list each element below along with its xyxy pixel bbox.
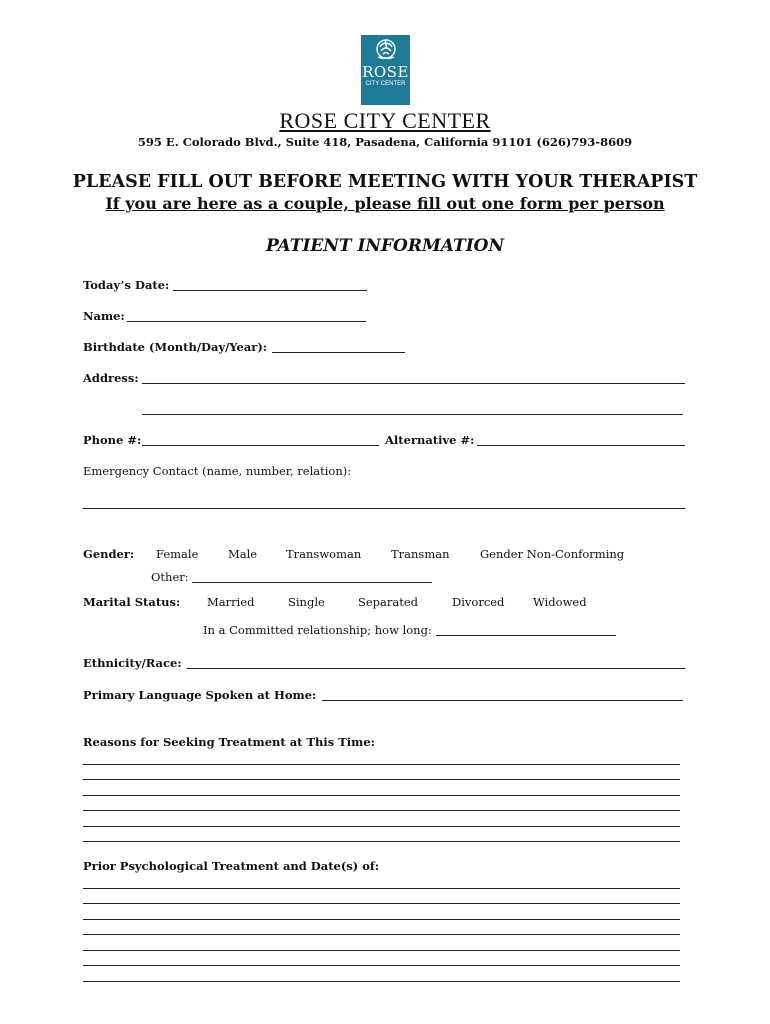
todays-date-label: Today’s Date: [83, 278, 170, 292]
primary-language-field[interactable] [322, 700, 683, 701]
marital-option-single[interactable]: Single [288, 595, 325, 609]
prior-treatment-line-6[interactable] [83, 965, 680, 966]
rose-city-center-logo [361, 35, 410, 105]
name-label: Name: [83, 309, 125, 323]
instruction-heading: PLEASE FILL OUT BEFORE MEETING WITH YOUR THERAPIST [72, 172, 698, 192]
organization-name: ROSE CITY CENTER [279, 108, 491, 133]
phone-label: Phone #: [83, 433, 142, 447]
gender-other-field[interactable] [192, 582, 432, 583]
reasons-line-5[interactable] [83, 826, 680, 827]
couple-instruction: If you are here as a couple, please fill out one form per person [105, 194, 665, 213]
emergency-contact-field[interactable] [83, 508, 685, 509]
todays-date-field[interactable] [173, 290, 367, 291]
committed-relationship-label: In a Committed relationship; how long: [203, 623, 432, 637]
birthdate-label: Birthdate (Month/Day/Year): [83, 340, 268, 354]
address-field-line-1[interactable] [142, 383, 685, 384]
prior-treatment-line-4[interactable] [83, 934, 680, 935]
name-field[interactable] [127, 321, 366, 322]
reasons-label: Reasons for Seeking Treatment at This Time: [83, 735, 375, 749]
prior-treatment-line-1[interactable] [83, 888, 680, 889]
marital-option-separated[interactable]: Separated [358, 595, 419, 609]
logo-word-city-center: CITY CENTER [365, 81, 406, 87]
marital-option-married[interactable]: Married [207, 595, 255, 609]
section-title: PATIENT INFORMATION [266, 236, 504, 256]
marital-option-widowed[interactable]: Widowed [533, 595, 587, 609]
emergency-contact-label: Emergency Contact (name, number, relation): [83, 464, 352, 478]
gender-option-female[interactable]: Female [156, 547, 199, 561]
gender-other-label: Other: [151, 570, 189, 584]
rose-icon [371, 35, 401, 65]
reasons-line-1[interactable] [83, 764, 680, 765]
alternative-phone-field[interactable] [477, 445, 685, 446]
address-label: Address: [83, 371, 139, 385]
logo-word-rose: ROSE [362, 63, 409, 81]
prior-treatment-line-2[interactable] [83, 903, 680, 904]
organization-address: 595 E. Colorado Blvd., Suite 418, Pasadena, California 91101 (626)793-8609 [137, 135, 633, 149]
primary-language-label: Primary Language Spoken at Home: [83, 688, 317, 702]
ethnicity-field[interactable] [187, 668, 685, 669]
phone-field[interactable] [142, 445, 379, 446]
reasons-line-6[interactable] [83, 841, 680, 842]
prior-treatment-label: Prior Psychological Treatment and Date(s) of: [83, 859, 380, 873]
gender-option-transwoman[interactable]: Transwoman [286, 547, 362, 561]
gender-option-transman[interactable]: Transman [391, 547, 450, 561]
reasons-line-2[interactable] [83, 779, 680, 780]
ethnicity-label: Ethnicity/Race: [83, 656, 182, 670]
prior-treatment-line-5[interactable] [83, 950, 680, 951]
reasons-line-4[interactable] [83, 810, 680, 811]
committed-relationship-field[interactable] [436, 635, 616, 636]
reasons-line-3[interactable] [83, 795, 680, 796]
alternative-phone-label: Alternative #: [385, 433, 475, 447]
marital-option-divorced[interactable]: Divorced [452, 595, 505, 609]
birthdate-field[interactable] [272, 352, 405, 353]
gender-label: Gender: [83, 547, 135, 561]
gender-option-male[interactable]: Male [228, 547, 258, 561]
marital-status-label: Marital Status: [83, 595, 181, 609]
address-field-line-2[interactable] [142, 414, 683, 415]
gender-option-non-conforming[interactable]: Gender Non-Conforming [480, 547, 625, 561]
prior-treatment-line-3[interactable] [83, 919, 680, 920]
prior-treatment-line-7[interactable] [83, 981, 680, 982]
